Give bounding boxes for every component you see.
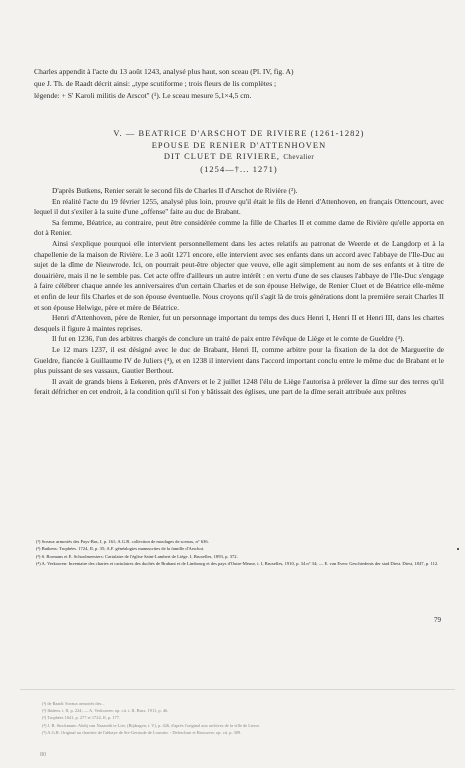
footnote: (⁴) J. B. Stockmans: Abdij van Nazareth te Lier, (Bijdragen, t. V), p. 426, d'après l'original aux archives de la ville de Lierre. [42,722,261,728]
next-page-number: 80 [40,752,46,758]
paragraph: Sa femme, Béatrice, au contraire, peut être considérée comme la fille de Charles II et comme dame de Rivière qu'elle apporta en dot à Renier. [34,217,444,238]
next-page-footnotes [40,700,440,736]
margin-mark [457,548,459,550]
paragraph: D'après Butkens, Renier serait le second fils de Charles II d'Arschot de Rivière (²). [52,186,298,195]
intro-block [34,66,444,102]
page-divider [20,689,455,690]
footnote: (¹) de Raadt: Sceaux armoriés des... [42,701,105,706]
paragraph: Il fut en 1236, l'un des arbitres chargés de conclure un traité de paix entre l'évêque de Liège et le comte de Gueldre (³). [52,334,405,344]
intro-line-1: Charles appendit à l'acte du 13 août 1243, analysé plus haut, son sceau (Pl. IV, fig. A) [34,67,294,76]
paragraph: Henri d'Attenhoven, père de Renier, fut un personnage important du temps des ducs Henri I, Henri II et Henri III, dans les chartes desquels il figure à maintes reprises. [34,313,444,333]
intro-line-2: que J. Th. de Raadt décrit ainsi: „type scutiforme ; trois fleurs de lis complètes ; [34,79,277,88]
page-number: 79 [434,616,441,624]
footnote: (²) Butkens: Trophées. 1724, II, p. 35; A.F. généalogies manuscrites de la famille d'Arschot. [36,546,205,552]
footnote: (³) Trophées 1641, p. 277 et 1724, II, p. 177. [42,715,121,721]
paragraph: Le 12 mars 1237, il est désigné avec le duc de Brabant, Henri II, comme arbitre pour la fixation de la dot de Marguerite de Gueldre, fiancée à Guillaume IV de Juliers (⁴), et en 1238 il intervient dans l'accord important conclu entre le même duc de Brabant et le plus puissant de ses vassaux, Gautier Berthout. [34,344,444,376]
footnotes [34,538,444,568]
intro-line-3: légende: + S' Karoli militis de Arscot'' (¹). Le sceau mesure 5,1×4,5 cm. [34,91,252,100]
footnote: (²) Ibidem. t. II, p. 224; — A. Verkooren: op. cit. t. II, Brux. 1911, p. 46. [42,708,169,714]
heading-line-2: EPOUSE DE RENIER D'ATTENHOVEN [151,140,327,150]
heading-line-3-main: DIT CLUET DE RIVIERE, [163,152,281,161]
body-text [34,186,444,398]
footnote: (³) S. Bormans et E. Schoolmeesters: Cartulaire de l'église Saint-Lambert de Liège. I, Bruxelles, 1893, p. 372. [36,553,238,559]
footnote: (⁴) A. Verkooren: Inventaire des chartes et cartulaires des duchés de Brabant et de Limbourg et des pays d'Outre-Meuse, t. I, Bruxelles, 1910, p. 34 n° 34; — E. van Even: Geschiedenis der stad Diest. Diest, 1847, p. 112. [36,561,439,567]
heading-line-4: (1254—†... 1271) [200,164,278,174]
heading-line-3 [34,151,444,164]
heading-line-3-small: Chevalier [283,153,315,161]
footnote: (⁵) A.G.R. Original au chartrier de l'abbaye de Ste-Gertrude de Louvain. - Delescluse et Brouwers: op. cit. p. 309. [42,729,242,735]
paragraph: Ainsi s'explique pourquoi elle intervient personnellement dans les actes relatifs au patronat de Weerde et de Langdorp et à la chapellenie de la maison de Rivière. Le 3 août 1271 encore, elle intervient avec ses enfants dans un accord avec l'abbaye de l'Ile-Duc au sujet de la dîme de Nieuwrode. Ici, on pourrait peut-être objecter que veuve, elle agit simplement au nom de ses enfants et à titre de douairière, mais il ne le semble pas. Cet acte offre d'ailleurs un autre intérêt : en vertu d'une de ses clauses l'abbaye de l'Ile-Duc s'engage à faire célébrer chaque année les anniversaires d'un certain Charles et de son épouse Helwige, de Renier Cluet et de Béatrice elle-même et enfin de leur fils Charles et de son épouse éventuelle. Nous croyons qu'il s'agit là de trois générations dont la première serait Charles II et son épouse Helwige, père et mère de Béatrice. [34,238,444,312]
paragraph: Il avait de grands biens à Eekeren, près d'Anvers et le 2 juillet 1248 l'élu de Liège l'autorisa à prélever la dîme sur des terres qu'il ferait défricher en cet endroit, à la condition qu'il si l'on y bâtissait des églises, une part de la dîme serait attribuée aux prêtres [34,376,444,397]
section-heading [34,128,444,175]
heading-line-1: V. — BEATRICE D'ARSCHOT DE RIVIERE (1261-1282) [113,129,365,138]
paragraph: En réalité l'acte du 19 février 1255, analysé plus loin, prouve qu'il était le fils de Henri d'Attenhoven, en français Ottencourt, avec lequel il dut s'exiler à la suite d'une „offense'' faite au duc de Brabant. [34,196,444,217]
footnote: (¹) Sceaux armoriés des Pays-Bas, I, p. 161; A.G.R. collection de moulages de sceaux, n° 636. [36,539,209,544]
